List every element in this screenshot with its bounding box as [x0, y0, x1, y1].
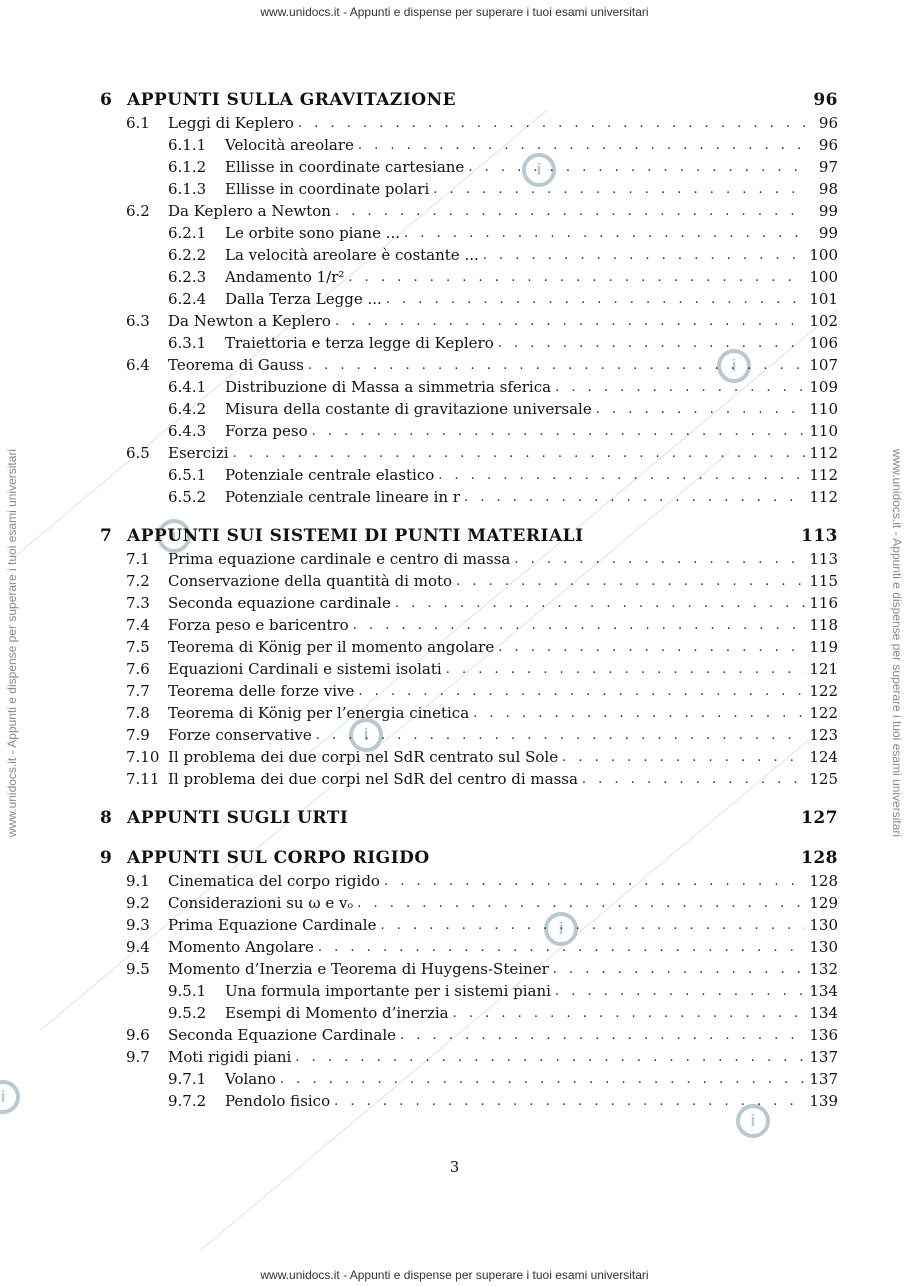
subsection-number: 6.2.1	[168, 224, 207, 242]
toc-subsection[interactable]	[100, 156, 838, 178]
section-title: Teorema delle forze vive	[168, 682, 355, 700]
dot-leader	[553, 962, 806, 977]
subsection-page: 101	[809, 290, 838, 308]
section-page: 102	[809, 312, 838, 330]
chapter-title: APPUNTI SUGLI URTI	[127, 808, 349, 828]
section-page: 129	[809, 894, 838, 912]
dot-leader	[596, 402, 806, 417]
section-page: 122	[809, 704, 838, 722]
section-title: Seconda equazione cardinale	[168, 594, 391, 612]
toc-section[interactable]	[100, 636, 838, 658]
section-title: Momento d’Inerzia e Teorema di Huygens-Steiner	[168, 960, 549, 978]
toc-section[interactable]	[100, 310, 838, 332]
section-title: Cinematica del corpo rigido	[168, 872, 380, 890]
toc-section[interactable]	[100, 870, 838, 892]
toc-section[interactable]	[100, 548, 838, 570]
subsection-title: Distribuzione di Massa a simmetria sferica	[225, 378, 552, 396]
chapter-title: APPUNTI SULLA GRAVITAZIONE	[127, 90, 457, 110]
section-number: 7.7	[126, 682, 150, 700]
section-title: Teorema di König per l’energia cinetica	[168, 704, 470, 722]
dot-leader	[514, 552, 805, 567]
section-number: 6.4	[126, 356, 150, 374]
section-number: 9.5	[126, 960, 150, 978]
toc-subsection[interactable]	[100, 464, 838, 486]
toc-subsection[interactable]	[100, 244, 838, 266]
toc-subsection[interactable]	[100, 980, 838, 1002]
toc-chapter[interactable]	[100, 88, 838, 112]
toc-subsection[interactable]	[100, 222, 838, 244]
section-number: 7.3	[126, 594, 150, 612]
section-number: 7.11	[126, 770, 160, 788]
subsection-page: 112	[809, 488, 838, 506]
section-page: 122	[809, 682, 838, 700]
subsection-number: 9.5.1	[168, 982, 207, 1000]
subsection-number: 6.2.4	[168, 290, 207, 308]
toc-subsection[interactable]	[100, 1068, 838, 1090]
toc-section[interactable]	[100, 1046, 838, 1068]
subsection-title: Ellisse in coordinate polari	[225, 180, 430, 198]
dot-leader	[562, 750, 805, 765]
subsection-page: 110	[809, 400, 838, 418]
dot-leader	[446, 662, 806, 677]
toc-section[interactable]	[100, 658, 838, 680]
dot-leader	[456, 574, 805, 589]
watermark-right-text: www.unidocs.it - Appunti e dispense per superare i tuoi esami universitari	[890, 448, 904, 838]
section-title: Da Newton a Keplero	[168, 312, 331, 330]
subsection-number: 6.4.3	[168, 422, 207, 440]
subsection-number: 6.2.3	[168, 268, 207, 286]
toc-chapter[interactable]	[100, 806, 838, 830]
dot-leader	[298, 116, 806, 131]
toc-section[interactable]	[100, 1024, 838, 1046]
dot-leader	[395, 596, 805, 611]
section-number: 9.1	[126, 872, 150, 890]
chapter-number: 7	[100, 526, 113, 546]
subsection-title: Forza peso	[225, 422, 308, 440]
dot-leader	[318, 940, 805, 955]
dot-leader	[555, 380, 805, 395]
section-page: 107	[809, 356, 838, 374]
watermark-bottom-text: www.unidocs.it - Appunti e dispense per superare i tuoi esami universitari	[260, 1268, 649, 1282]
chapter-title: APPUNTI SUI SISTEMI DI PUNTI MATERIALI	[127, 526, 584, 546]
subsection-number: 6.4.2	[168, 400, 207, 418]
toc-subsection[interactable]	[100, 288, 838, 310]
subsection-title: Misura della costante di gravitazione universale	[225, 400, 592, 418]
section-page: 128	[809, 872, 838, 890]
section-number: 7.8	[126, 704, 150, 722]
toc-section[interactable]	[100, 958, 838, 980]
subsection-page: 134	[809, 1004, 838, 1022]
subsection-page: 106	[809, 334, 838, 352]
section-number: 7.10	[126, 748, 160, 766]
toc-subsection[interactable]	[100, 178, 838, 200]
watermark-left-text: www.unidocs.it - Appunti e dispense per superare i tuoi esami universitari	[5, 448, 19, 838]
section-page: 99	[818, 202, 838, 220]
subsection-page: 134	[809, 982, 838, 1000]
toc-subsection[interactable]	[100, 420, 838, 442]
subsection-number: 6.5.1	[168, 466, 207, 484]
dot-leader	[464, 490, 805, 505]
dot-leader	[404, 226, 806, 241]
subsection-page: 98	[818, 180, 838, 198]
subsection-number: 6.3.1	[168, 334, 207, 352]
section-title: Momento Angolare	[168, 938, 314, 956]
subsection-number: 9.7.1	[168, 1070, 207, 1088]
section-title: Forza peso e baricentro	[168, 616, 349, 634]
subsection-title: Dalla Terza Legge ...	[225, 290, 382, 308]
subsection-number: 6.1.1	[168, 136, 207, 154]
subsection-title: Una formula importante per i sistemi piani	[225, 982, 551, 1000]
section-title: Forze conservative	[168, 726, 312, 744]
toc-subsection[interactable]	[100, 134, 838, 156]
section-number: 7.1	[126, 550, 150, 568]
toc-chapter[interactable]	[100, 846, 838, 870]
subsection-page: 97	[818, 158, 838, 176]
subsection-number: 9.5.2	[168, 1004, 207, 1022]
toc-section[interactable]	[100, 892, 838, 914]
subsection-number: 6.1.2	[168, 158, 207, 176]
section-number: 7.2	[126, 572, 150, 590]
dot-leader	[384, 874, 805, 889]
subsection-number: 9.7.2	[168, 1092, 207, 1110]
toc-section[interactable]	[100, 354, 838, 376]
subsection-number: 6.5.2	[168, 488, 207, 506]
dot-leader	[335, 314, 805, 329]
section-title: Seconda Equazione Cardinale	[168, 1026, 397, 1044]
dot-leader	[498, 640, 805, 655]
section-title: Moti rigidi piani	[168, 1048, 292, 1066]
section-page: 119	[809, 638, 838, 656]
toc-section[interactable]	[100, 592, 838, 614]
dot-leader	[386, 292, 806, 307]
chapter-page: 128	[801, 848, 838, 868]
section-page: 123	[809, 726, 838, 744]
section-page: 130	[809, 916, 838, 934]
section-number: 7.5	[126, 638, 150, 656]
section-page: 121	[809, 660, 838, 678]
section-page: 137	[809, 1048, 838, 1066]
subsection-title: Ellisse in coordinate cartesiane	[225, 158, 465, 176]
toc-subsection[interactable]	[100, 332, 838, 354]
subsection-page: 112	[809, 466, 838, 484]
section-number: 7.6	[126, 660, 150, 678]
toc-section[interactable]	[100, 614, 838, 636]
chapter-number: 9	[100, 848, 113, 868]
dot-leader	[438, 468, 805, 483]
section-number: 9.6	[126, 1026, 150, 1044]
section-page: 132	[809, 960, 838, 978]
toc-section[interactable]	[100, 768, 838, 790]
dot-leader	[400, 1028, 805, 1043]
table-of-contents	[100, 88, 838, 1112]
dot-leader	[280, 1072, 805, 1087]
dot-leader	[358, 138, 806, 153]
subsection-number: 6.1.3	[168, 180, 207, 198]
subsection-title: La velocità areolare è costante ...	[225, 246, 479, 264]
dot-leader	[380, 918, 805, 933]
section-title: Prima Equazione Cardinale	[168, 916, 377, 934]
dot-leader	[295, 1050, 805, 1065]
chapter-page: 96	[813, 90, 838, 110]
section-number: 9.7	[126, 1048, 150, 1066]
section-title: Teorema di Gauss	[168, 356, 304, 374]
toc-subsection[interactable]	[100, 486, 838, 508]
section-number: 9.3	[126, 916, 150, 934]
section-title: Leggi di Keplero	[168, 114, 294, 132]
section-page: 136	[809, 1026, 838, 1044]
section-number: 9.2	[126, 894, 150, 912]
dot-leader	[498, 336, 806, 351]
dot-leader	[353, 618, 806, 633]
toc-section[interactable]	[100, 702, 838, 724]
chapter-number: 8	[100, 808, 113, 828]
dot-leader	[308, 358, 805, 373]
subsection-title: Esempi di Momento d’inerzia	[225, 1004, 449, 1022]
section-page: 96	[818, 114, 838, 132]
section-number: 9.4	[126, 938, 150, 956]
dot-leader	[582, 772, 805, 787]
subsection-title: Andamento 1/r²	[225, 268, 345, 286]
section-page: 112	[809, 444, 838, 462]
dot-leader	[348, 270, 805, 285]
toc-section[interactable]	[100, 936, 838, 958]
dot-leader	[316, 728, 806, 743]
subsection-title: Velocità areolare	[225, 136, 354, 154]
toc-section[interactable]	[100, 442, 838, 464]
chapter-page: 113	[801, 526, 838, 546]
section-title: Teorema di König per il momento angolare	[168, 638, 495, 656]
section-page: 113	[809, 550, 838, 568]
section-page: 116	[809, 594, 838, 612]
toc-chapter[interactable]	[100, 524, 838, 548]
dot-leader	[358, 684, 805, 699]
watermark-top-text: www.unidocs.it - Appunti e dispense per superare i tuoi esami universitari	[260, 5, 649, 19]
dot-leader	[357, 896, 805, 911]
section-number: 6.2	[126, 202, 150, 220]
toc-subsection[interactable]	[100, 1002, 838, 1024]
subsection-number: 6.2.2	[168, 246, 207, 264]
subsection-page: 100	[809, 246, 838, 264]
dot-leader	[555, 984, 805, 999]
subsection-title: Potenziale centrale elastico	[225, 466, 435, 484]
section-title: Equazioni Cardinali e sistemi isolati	[168, 660, 442, 678]
toc-section[interactable]	[100, 112, 838, 134]
section-number: 7.4	[126, 616, 150, 634]
section-title: Conservazione della quantità di moto	[168, 572, 453, 590]
subsection-page: 137	[809, 1070, 838, 1088]
subsection-title: Le orbite sono piane ...	[225, 224, 401, 242]
section-title: Da Keplero a Newton	[168, 202, 331, 220]
subsection-title: Potenziale centrale lineare in r	[225, 488, 460, 506]
subsection-title: Traiettoria e terza legge di Keplero	[225, 334, 494, 352]
dot-leader	[453, 1006, 806, 1021]
section-title: Il problema dei due corpi nel SdR centrato sul Sole	[168, 748, 559, 766]
subsection-title: Pendolo fisico	[225, 1092, 331, 1110]
chapter-number: 6	[100, 90, 113, 110]
subsection-number: 6.4.1	[168, 378, 207, 396]
subsection-page: 109	[809, 378, 838, 396]
dot-leader	[312, 424, 806, 439]
dot-leader	[433, 182, 806, 197]
dot-leader	[473, 706, 805, 721]
section-page: 125	[809, 770, 838, 788]
toc-section[interactable]	[100, 200, 838, 222]
toc-section[interactable]	[100, 680, 838, 702]
section-title: Considerazioni su ω e vₒ	[168, 894, 354, 912]
section-title: Esercizi	[168, 444, 229, 462]
subsection-page: 139	[809, 1092, 838, 1110]
toc-section[interactable]	[100, 914, 838, 936]
section-number: 7.9	[126, 726, 150, 744]
dot-leader	[335, 204, 806, 219]
section-number: 6.5	[126, 444, 150, 462]
subsection-page: 110	[809, 422, 838, 440]
section-number: 6.3	[126, 312, 150, 330]
section-page: 130	[809, 938, 838, 956]
section-page: 124	[809, 748, 838, 766]
chapter-page: 127	[801, 808, 838, 828]
dot-leader	[483, 248, 806, 263]
section-title: Prima equazione cardinale e centro di massa	[168, 550, 511, 568]
section-page: 115	[809, 572, 838, 590]
toc-subsection[interactable]	[100, 398, 838, 420]
subsection-page: 100	[809, 268, 838, 286]
toc-section[interactable]	[100, 724, 838, 746]
chapter-title: APPUNTI SUL CORPO RIGIDO	[127, 848, 430, 868]
subsection-page: 99	[818, 224, 838, 242]
toc-subsection[interactable]	[100, 266, 838, 288]
toc-subsection[interactable]	[100, 1090, 838, 1112]
page-number: 3	[449, 1158, 460, 1176]
toc-subsection[interactable]	[100, 376, 838, 398]
section-title: Il problema dei due corpi nel SdR del centro di massa	[168, 770, 578, 788]
section-page: 118	[809, 616, 838, 634]
subsection-page: 96	[818, 136, 838, 154]
section-number: 6.1	[126, 114, 150, 132]
unidocs-logo-icon	[0, 1080, 20, 1114]
toc-section[interactable]	[100, 570, 838, 592]
dot-leader	[334, 1094, 805, 1109]
subsection-title: Volano	[225, 1070, 276, 1088]
dot-leader	[468, 160, 806, 175]
toc-section[interactable]	[100, 746, 838, 768]
dot-leader	[233, 446, 806, 461]
